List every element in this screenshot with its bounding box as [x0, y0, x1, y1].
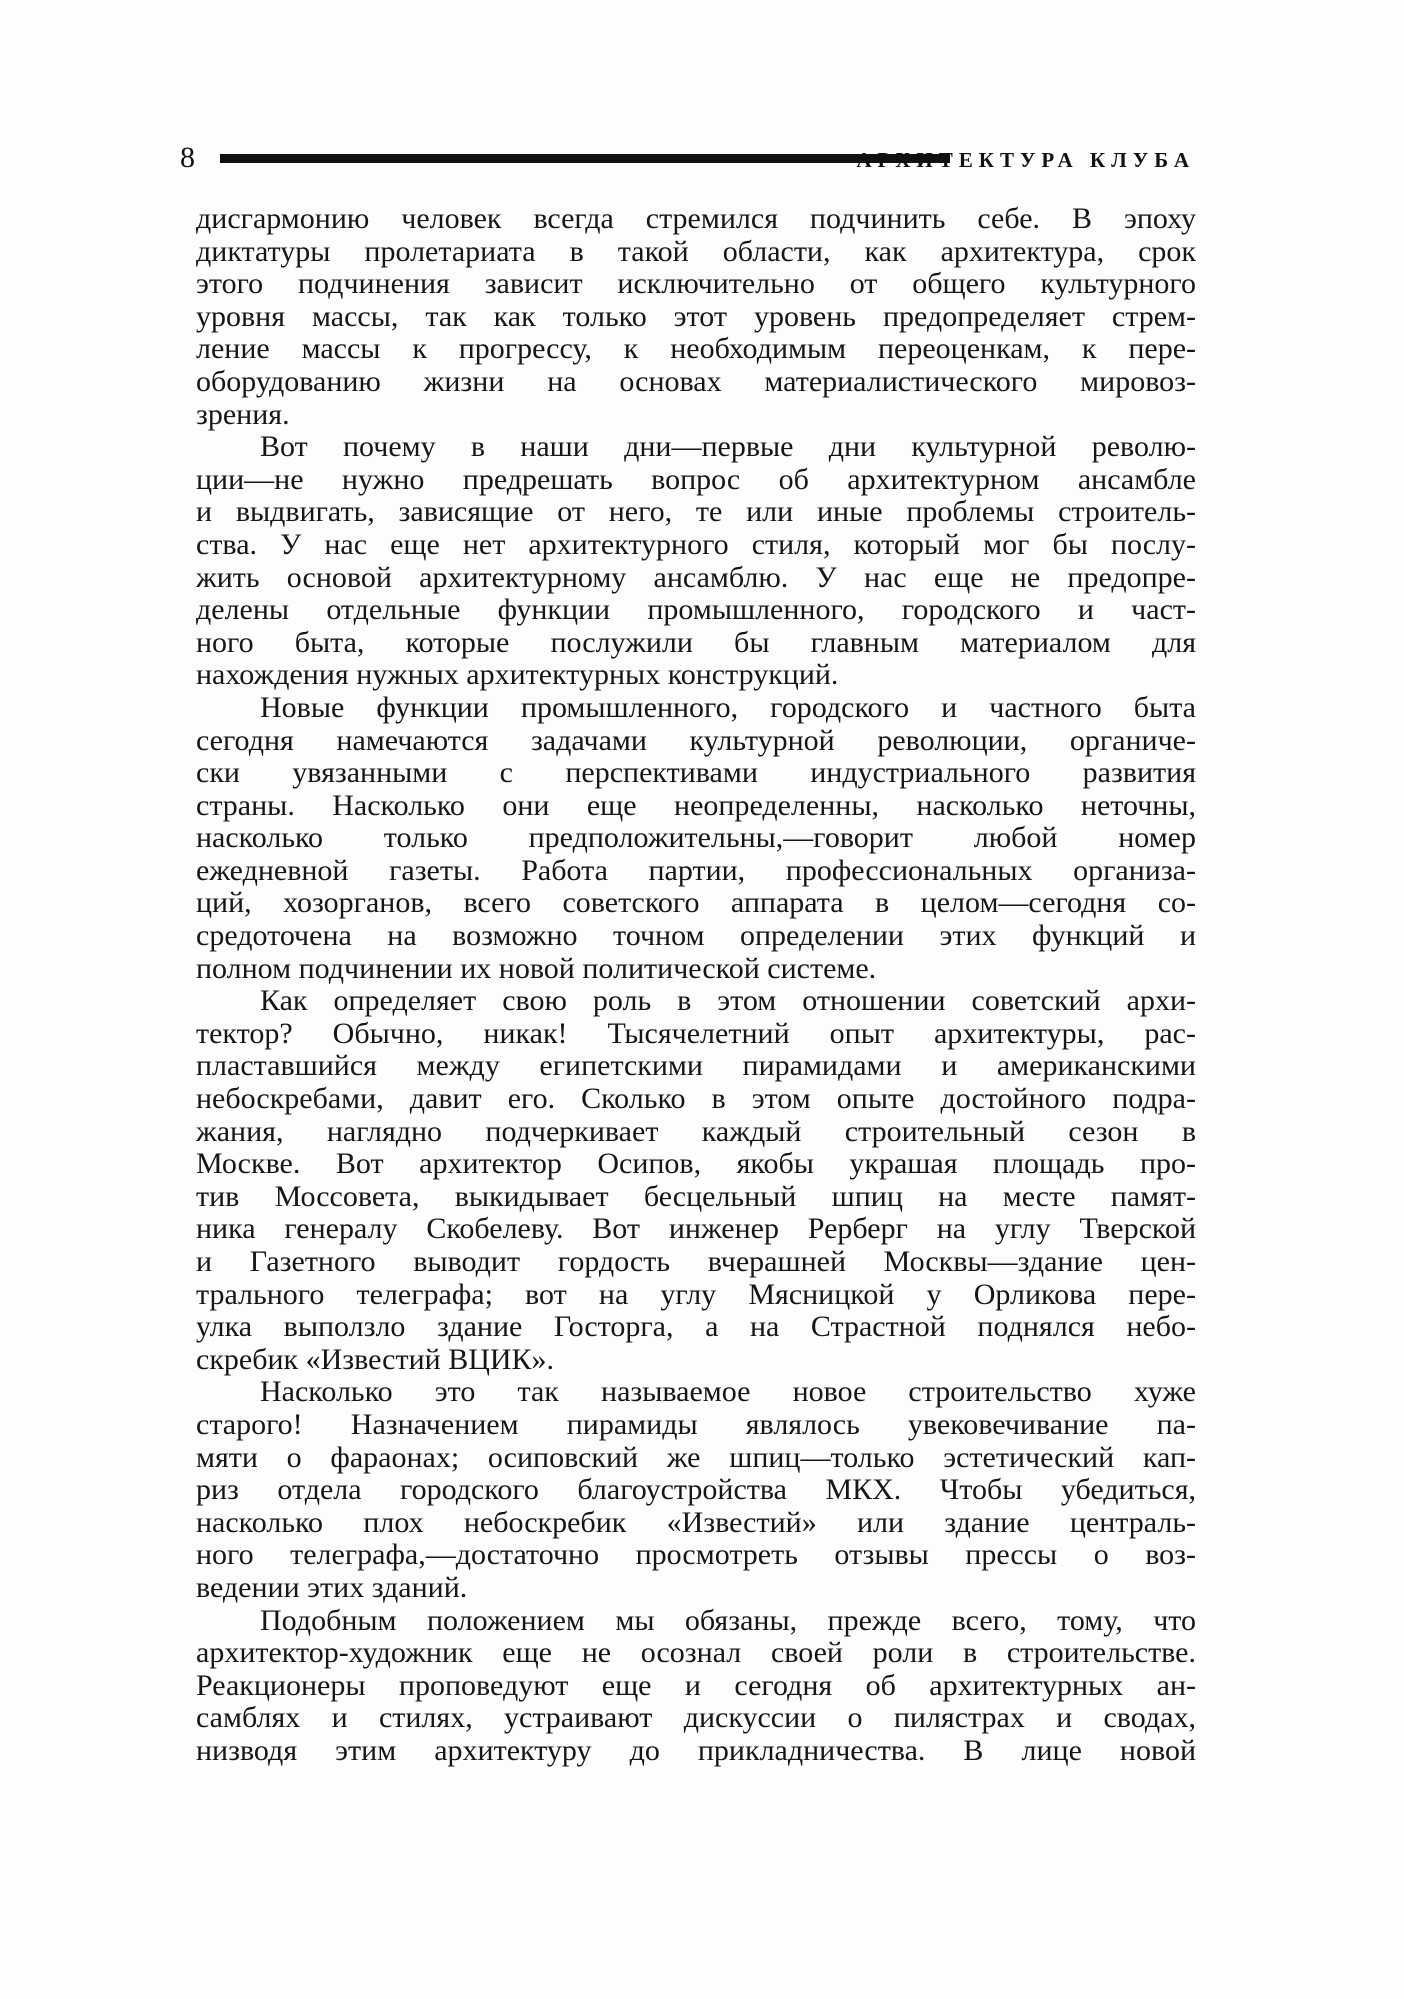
running-head — [180, 138, 1195, 178]
text-line: риз отдела городского благоустройства МКХ. Чтобы убедиться, — [196, 1473, 1196, 1507]
text-line: ного телеграфа,—достаточно просмотреть отзывы прессы о воз- — [196, 1538, 1196, 1572]
text-line: дисгармонию человек всегда стремился подчинить себе. В эпоху — [196, 202, 1196, 235]
text-line: ника генералу Скобелеву. Вот инженер Рерберг на углу Тверской — [196, 1212, 1196, 1246]
text-line: ного быта, которые послужили бы главным материалом для — [196, 625, 1196, 659]
running-title: АРХИТЕКТУРА КЛУБА — [856, 148, 1195, 172]
text-line: пластавшийся между египетскими пирамидами и американскими — [196, 1049, 1196, 1083]
text-line: ства. У нас еще нет архитектурного стиля, который мог бы послу- — [196, 527, 1196, 561]
text-line: низводя этим архитектуру до прикладничества. В лице новой — [196, 1733, 1196, 1767]
text-line: ление массы к прогрессу, к необходимым переоценкам, к пере- — [196, 332, 1196, 366]
paragraph-2 — [196, 431, 1196, 692]
text-line: ции—не нужно предрешать вопрос об архитектурном ансамбле — [196, 462, 1196, 496]
text-line: Реакционеры проповедуют еще и сегодня об архитектурных ан- — [196, 1668, 1196, 1702]
text-line: тив Моссовета, выкидывает бесцельный шпиц на месте памят- — [196, 1179, 1196, 1213]
text-line: сегодня намечаются задачами культурной революции, органиче- — [196, 723, 1196, 757]
header-rule — [220, 154, 950, 163]
text-line: и выдвигать, зависящие от него, те или иные проблемы строитель- — [196, 495, 1196, 529]
paragraph-5 — [196, 1376, 1196, 1604]
text-line: Подобным положением мы обязаны, прежде всего, тому, что — [260, 1603, 1196, 1637]
text-line: Насколько это так называемое новое строительство хуже — [260, 1375, 1196, 1409]
text-line: старого! Назначением пирамиды являлось увековечивание па- — [196, 1407, 1196, 1441]
text-line: трального телеграфа; вот на углу Мясницкой у Орликова пере- — [196, 1277, 1196, 1311]
text-line: зрения. — [196, 397, 290, 431]
text-line: самблях и стилях, устраивают дискуссии о пилястрах и сводах, — [196, 1701, 1196, 1735]
text-line: нахождения нужных архитектурных конструкций. — [196, 658, 839, 692]
text-line: архитектор-художник еще не осознал своей роли в строительстве. — [196, 1636, 1196, 1670]
text-line: скребик «Известий ВЦИК». — [196, 1342, 555, 1376]
page-number: 8 — [180, 141, 195, 174]
text-line: Вот почему в наши дни—первые дни культурной револю- — [260, 430, 1196, 464]
text-line: и Газетного выводит гордость вчерашней Москвы—здание цен- — [196, 1245, 1196, 1278]
text-line: жить основой архитектурному ансамблю. У нас еще не предопре- — [196, 560, 1196, 594]
text-line: Новые функции промышленного, городского и частного быта — [260, 690, 1196, 724]
text-line: уровня массы, так как только этот уровень предопределяет стрем- — [196, 299, 1196, 333]
text-line: Как определяет свою роль в этом отношении советский архи- — [260, 984, 1196, 1018]
text-line: насколько плох небоскребик «Известий» или здание централь- — [196, 1505, 1196, 1539]
text-line: Москве. Вот архитектор Осипов, якобы украшая площадь про- — [196, 1147, 1196, 1181]
text-line: ций, хозорганов, всего советского аппарата в целом—сегодня со- — [196, 886, 1196, 920]
text-line: ежедневной газеты. Работа партии, профессиональных организа- — [196, 853, 1196, 887]
text-line: полном подчинении их новой политической системе. — [196, 951, 877, 985]
text-line: ски увязанными с перспективами индустриального развития — [196, 756, 1196, 790]
text-line: диктатуры пролетариата в такой области, как архитектура, срок — [196, 234, 1196, 268]
text-line: этого подчинения зависит исключительно от общего культурного — [196, 267, 1196, 301]
paragraph-6 — [196, 1605, 1196, 1768]
paragraph-4 — [196, 985, 1196, 1376]
text-line: ведении этих зданий. — [196, 1570, 468, 1604]
text-line: небоскребами, давит его. Сколько в этом опыте достойного подра- — [196, 1082, 1196, 1116]
text-line: делены отдельные функции промышленного, городского и част- — [196, 593, 1196, 627]
text-line: тектор? Обычно, никак! Тысячелетний опыт архитектуры, рас- — [196, 1016, 1196, 1050]
paragraph-1 — [196, 203, 1196, 431]
text-line: улка выползло здание Госторга, а на Страстной поднялся небо- — [196, 1310, 1196, 1344]
text-line: средоточена на возможно точном определении этих функций и — [196, 919, 1196, 953]
body-text — [196, 203, 1196, 1768]
text-line: мяти о фараонах; осиповский же шпиц—только эстетический кап- — [196, 1440, 1196, 1474]
paragraph-3 — [196, 692, 1196, 985]
text-line: оборудованию жизни на основах материалистического мировоз- — [196, 364, 1196, 398]
text-line: страны. Насколько они еще неопределенны, насколько неточны, — [196, 788, 1196, 822]
text-line: жания, наглядно подчеркивает каждый строительный сезон в — [196, 1114, 1196, 1148]
text-line: насколько только предположительны,—говорит любой номер — [196, 821, 1196, 855]
